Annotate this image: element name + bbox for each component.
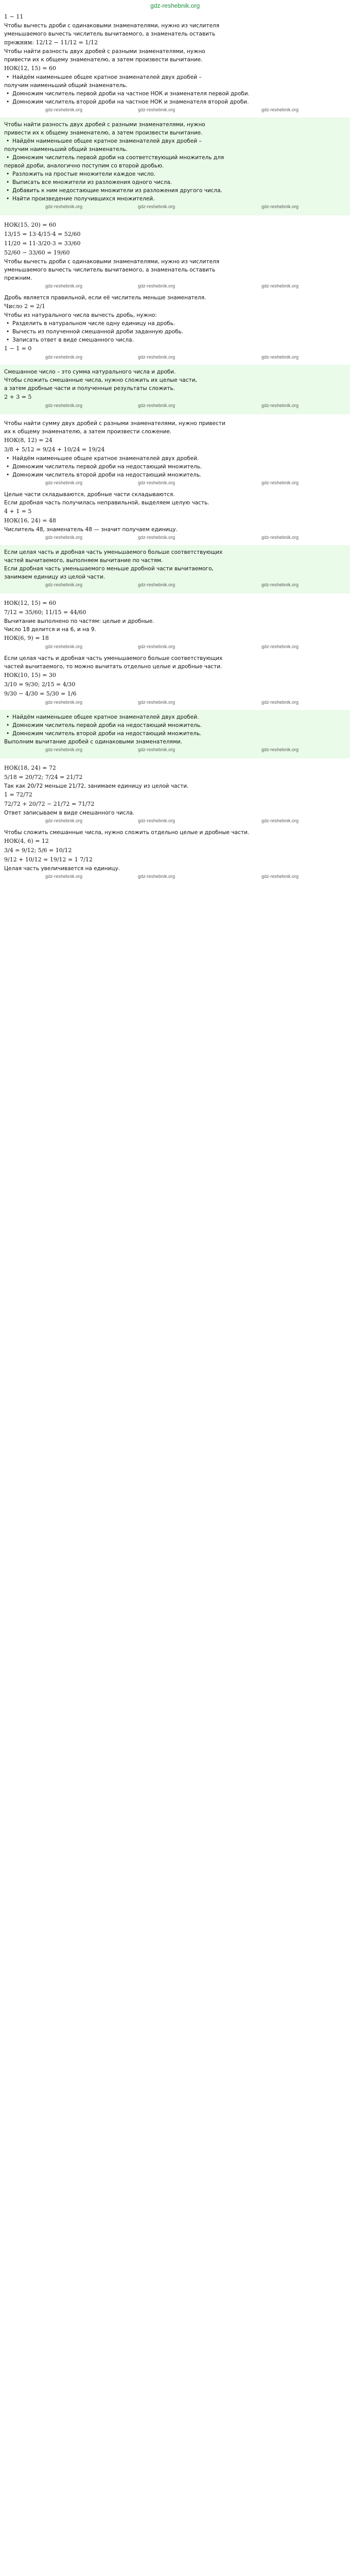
watermark-text: gdz-reshebnik.org <box>138 403 176 408</box>
watermark-text: gdz-reshebnik.org <box>138 700 176 705</box>
text-line: Если дробная часть уменьшаемого меньше дробной части вычитаемого, <box>4 566 214 572</box>
text-line: Если целая часть и дробная часть уменьшаемого больше соответствующих <box>4 549 223 555</box>
math-line: Число 2 = 2/1 <box>4 303 46 310</box>
text-line: Дробь является правильной, если её числитель меньше знаменателя. <box>4 295 206 301</box>
list-item: • Домножим числитель первой дроби на соответствующий множитель для <box>4 154 346 162</box>
text-line: Чтобы вычесть дроби с одинаковыми знаменателями, нужно из числителя <box>4 23 220 29</box>
watermark-text: gdz-reshebnik.org <box>45 700 83 705</box>
watermark-text: gdz-reshebnik.org <box>138 204 176 209</box>
math-line: НОК(12, 15) = 60 <box>4 600 56 606</box>
text-line: Чтобы сложить смешанные числа, нужно сложить их целые части, <box>4 377 197 383</box>
watermark-text: gdz-reshebnik.org <box>261 107 299 112</box>
watermark-text: gdz-reshebnik.org <box>45 107 83 112</box>
watermark-text: gdz-reshebnik.org <box>45 747 83 752</box>
math-line: НОК(4, 6) = 12 <box>4 838 49 844</box>
text-section <box>4 654 346 705</box>
text-line: Если целая часть и дробная часть уменьшаемого больше соответствующих <box>4 655 223 662</box>
list-item: • Домножим числитель первой дроби на недостающий множитель. <box>4 721 346 730</box>
text-section <box>4 221 346 289</box>
watermark-text: gdz-reshebnik.org <box>261 700 299 705</box>
list-item: • Домножим числитель второй дроби на недостающий множитель. <box>4 471 346 479</box>
watermark-row <box>4 204 346 209</box>
text-line: Число 18 делится и на 6, и на 9. <box>4 626 96 633</box>
watermark-text: gdz-reshebnik.org <box>138 480 176 485</box>
watermark-text: gdz-reshebnik.org <box>261 874 299 879</box>
watermark-row <box>4 107 346 112</box>
text-line: Целая часть увеличивается на единицу. <box>4 866 120 872</box>
text-line: частей вычитаемого, выполняем вычитание по частям. <box>4 557 163 564</box>
list-item: • Записать ответ в виде смешанного числа. <box>4 336 346 344</box>
math-line: 1 = 72/72 <box>4 791 32 798</box>
math-line: НОК(15, 20) = 60 <box>4 222 56 228</box>
list-item: • Найдём наименьшее общее кратное знаменателей двух дробей – <box>4 137 346 145</box>
text-line: частей вычитаемого, то можно вычитать отдельно целые и дробные части. <box>4 664 222 670</box>
watermark-text: gdz-reshebnik.org <box>138 644 176 649</box>
list-item: • Найти произведение получившихся множителей. <box>4 195 346 203</box>
text-line: Чтобы вычесть дроби с одинаковыми знаменателями, нужно из числителя <box>4 259 220 265</box>
watermark-row <box>4 644 346 649</box>
text-section <box>0 365 350 414</box>
watermark-row <box>4 582 346 587</box>
watermark-text: gdz-reshebnik.org <box>138 107 176 112</box>
watermark-text: gdz-reshebnik.org <box>45 582 83 587</box>
text-line: Чтобы из натурального числа вычесть дробь, нужно: <box>4 312 157 318</box>
list-item: • Вычесть из полученной смешанной дроби заданную дробь. <box>4 328 346 336</box>
watermark-text: gdz-reshebnik.org <box>261 403 299 408</box>
math-line: НОК(8, 12) = 24 <box>4 437 52 444</box>
text-line: Чтобы найти разность двух дробей с разными знаменателями, нужно <box>4 48 205 55</box>
text-line: Так как 20/72 меньше 21/72, занимаем единицу из целой части. <box>4 783 189 789</box>
math-line: прежним: 12/12 − 11/12 = 1/12 <box>4 39 98 46</box>
watermark-text: gdz-reshebnik.org <box>138 582 176 587</box>
text-section <box>0 545 350 594</box>
text-section <box>4 419 346 485</box>
watermark-text: gdz-reshebnik.org <box>45 204 83 209</box>
watermark-text: gdz-reshebnik.org <box>45 403 83 408</box>
text-section <box>4 764 346 823</box>
text-line: получим наименьший общий знаменатель. <box>4 146 128 152</box>
text-line: Выполним вычитание дробей с одинаковыми знаменателями. <box>4 739 182 745</box>
watermark-text: gdz-reshebnik.org <box>261 204 299 209</box>
math-line: 72/72 + 20/72 − 21/72 = 71/72 <box>4 801 95 807</box>
text-line: уменьшаемого вычесть числитель вычитаемого, а знаменатель оставить <box>4 267 216 273</box>
watermark-text: gdz-reshebnik.org <box>261 747 299 752</box>
watermark-text: gdz-reshebnik.org <box>138 354 176 360</box>
text-line: Чтобы найти сумму двух дробей с разными знаменателями, нужно привести <box>4 420 225 427</box>
watermark-text: gdz-reshebnik.org <box>45 480 83 485</box>
list-item: • Найдём наименьшее общее кратное знаменателей двух дробей. <box>4 713 346 721</box>
list-item: • Найдём наименьшее общее кратное знаменателей двух дробей – <box>4 73 346 81</box>
watermark-text: gdz-reshebnik.org <box>45 535 83 540</box>
text-line: уменьшаемого вычесть числитель вычитаемого, а знаменатель оставить <box>4 31 216 37</box>
watermark-text: gdz-reshebnik.org <box>261 582 299 587</box>
watermark-row <box>4 283 346 289</box>
watermark-text: gdz-reshebnik.org <box>45 874 83 879</box>
text-line: а затем дробные части и полученные результаты сложить. <box>4 385 175 392</box>
text-line: привести их к общему знаменателю, а затем произвести вычитание. <box>4 57 203 63</box>
math-line: НОК(6, 9) = 18 <box>4 635 49 641</box>
list-item: • Домножим числитель второй дроби на недостающий множитель. <box>4 730 346 738</box>
text-line: прежним. <box>4 275 32 281</box>
watermark-text: gdz-reshebnik.org <box>261 644 299 649</box>
text-line: привести их к общему знаменателю, а затем произвести вычитание. <box>4 130 203 136</box>
math-line: 1 − 1 = 0 <box>4 345 32 352</box>
watermark-text: gdz-reshebnik.org <box>45 283 83 289</box>
watermark-row <box>4 747 346 752</box>
text-section <box>4 490 346 540</box>
text-section <box>4 294 346 360</box>
text-section <box>4 828 346 879</box>
math-line: НОК(12, 15) = 60 <box>4 65 56 72</box>
watermark-row <box>4 874 346 879</box>
math-line: 11/20 = 11·3/20·3 = 33/60 <box>4 240 81 247</box>
watermark-text: gdz-reshebnik.org <box>138 535 176 540</box>
list-item: • Добавить к ним недостающие множители из разложения другого числа. <box>4 187 346 195</box>
math-line: НОК(16, 24) = 48 <box>4 517 56 524</box>
list-item: • Разложить на простые множители каждое число. <box>4 170 346 178</box>
math-line: НОК(10, 15) = 30 <box>4 672 56 679</box>
watermark-text: gdz-reshebnik.org <box>138 283 176 289</box>
content <box>0 12 350 884</box>
watermark-text: gdz-reshebnik.org <box>138 747 176 752</box>
watermark-text: gdz-reshebnik.org <box>45 354 83 360</box>
math-line: 9/30 − 4/30 = 5/30 = 1/6 <box>4 690 77 697</box>
text-line: первой дроби, аналогично поступим со второй дробью. <box>4 163 164 169</box>
watermark-text: gdz-reshebnik.org <box>261 535 299 540</box>
list-item: • Домножим числитель первой дроби на частное НОК и знаменателя первой дроби. <box>4 90 346 98</box>
list-item: • Найдём наименьшее общее кратное знаменателей двух дробей. <box>4 454 346 463</box>
text-line: Вычитание выполнено по частям: целые и дробные. <box>4 618 154 624</box>
text-line: Ответ записываем в виде смешанного числа. <box>4 810 135 816</box>
text-line: занимаем единицу из целой части. <box>4 574 106 580</box>
list-item: • Разделить в натуральном числе одну единицу на дробь. <box>4 319 346 328</box>
text-line: их к общему знаменателю, а затем произвести сложение. <box>4 429 172 435</box>
watermark-text: gdz-reshebnik.org <box>138 874 176 879</box>
list-item: • Выписать все множители из разложения одного числа. <box>4 178 346 187</box>
math-line: 9/12 + 10/12 = 19/12 = 1 7/12 <box>4 856 93 863</box>
watermark-text: gdz-reshebnik.org <box>138 818 176 823</box>
text-section <box>0 117 350 215</box>
watermark-text: gdz-reshebnik.org <box>261 354 299 360</box>
watermark-text: gdz-reshebnik.org <box>45 818 83 823</box>
watermark-row <box>4 480 346 485</box>
watermark-text: gdz-reshebnik.org <box>45 644 83 649</box>
math-line: 13/15 = 13·4/15·4 = 52/60 <box>4 231 81 238</box>
watermark-row <box>4 403 346 408</box>
math-line: 4 + 1 = 5 <box>4 508 32 515</box>
watermark-row <box>4 535 346 540</box>
watermark-row <box>4 354 346 360</box>
list-item: • Домножим числитель второй дроби на частное НОК и знаменателя второй дроби. <box>4 98 346 106</box>
text-line: получим наименьший общий знаменатель. <box>4 82 128 89</box>
text-line: Если дробная часть получилась неправильной, выделяем целую часть. <box>4 500 209 506</box>
text-line: Смешанное число – это сумма натурального числа и дроби. <box>4 369 176 375</box>
math-line: 1 − 11 <box>4 13 24 20</box>
watermark-row <box>4 818 346 823</box>
watermark-row <box>4 700 346 705</box>
text-line: Чтобы найти разность двух дробей с разными знаменателями, нужно <box>4 122 205 128</box>
math-line: 3/4 = 9/12; 5/6 = 10/12 <box>4 847 72 854</box>
math-line: 7/12 = 35/60; 11/15 = 44/60 <box>4 609 86 616</box>
math-line: 3/8 + 5/12 = 9/24 + 10/24 = 19/24 <box>4 446 105 453</box>
math-line: 52/60 − 33/60 = 19/60 <box>4 249 70 256</box>
text-section <box>4 599 346 649</box>
watermark-text: gdz-reshebnik.org <box>261 818 299 823</box>
text-section <box>0 710 350 758</box>
text-line: Числитель 48, знаменатель 48 — значит получаем единицу. <box>4 527 178 533</box>
list-item: • Домножим числитель первой дроби на недостающий множитель. <box>4 463 346 471</box>
math-line: 3/10 = 9/30; 2/15 = 4/30 <box>4 681 76 688</box>
math-line: 2 + 3 = 5 <box>4 394 32 400</box>
site-title[interactable]: gdz-reshebnik.org <box>150 2 200 9</box>
watermark-text: gdz-reshebnik.org <box>261 283 299 289</box>
math-line: НОК(18, 24) = 72 <box>4 765 56 771</box>
text-line: Чтобы сложить смешанные числа, нужно сложить отдельно целые и дробные части. <box>4 829 250 836</box>
math-line: 5/18 = 20/72; 7/24 = 21/72 <box>4 774 83 781</box>
text-section <box>4 12 346 112</box>
watermark-text: gdz-reshebnik.org <box>261 480 299 485</box>
text-line: Целые части складываются, дробные части складываются. <box>4 492 175 498</box>
